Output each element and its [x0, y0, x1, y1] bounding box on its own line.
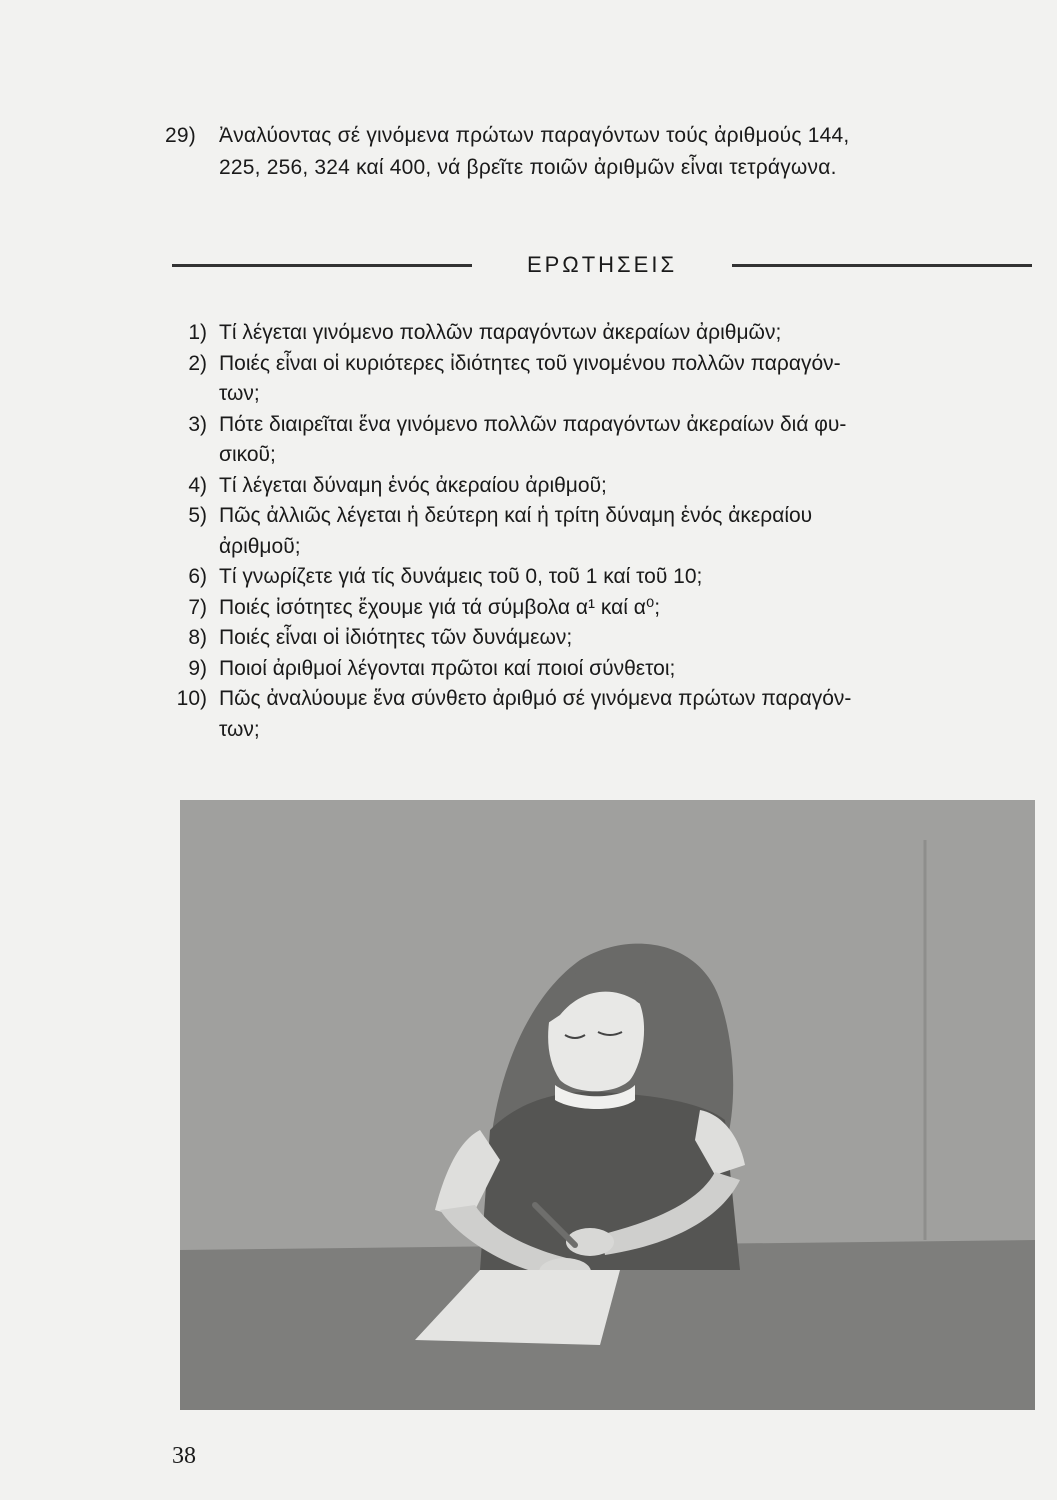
question-text: Πῶς ἀλλιῶς λέγεται ἡ δεύτερη καί ἡ τρίτη δύναμη ἑνός ἀκεραίου: [219, 504, 813, 527]
illustration-drawing: [180, 800, 1035, 1410]
question-number: 10): [176, 687, 207, 710]
illustration-girl-writing: [180, 800, 1035, 1410]
section-heading-row: [172, 250, 1032, 280]
heading-rule-left: [172, 264, 472, 267]
question-text: Τί γνωρίζετε γιά τίς δυνάμεις τοῦ 0, τοῦ 1 καί τοῦ 10;: [219, 565, 703, 588]
question-item: [165, 654, 1035, 685]
question-item: [165, 593, 1035, 624]
question-number: 1): [188, 321, 207, 344]
question-text-continuation: των;: [219, 717, 260, 741]
question-text: Πότε διαιρεῖται ἕνα γινόμενο πολλῶν παραγόντων ἀκεραίων διά φυ-: [219, 412, 847, 436]
question-number: 8): [188, 626, 207, 649]
question-text: Πῶς ἀναλύουμε ἕνα σύνθετο ἀριθμό σέ γινόμενα πρώτων παραγόν-: [219, 687, 852, 710]
page-number: 38: [172, 1443, 196, 1469]
exercise-29: [165, 120, 1035, 184]
question-number: 7): [188, 595, 207, 619]
exercise-line: 225, 256, 324 καί 400, νά βρεῖτε ποιῶν ἀριθμῶν εἶναι τετράγωνα.: [219, 156, 837, 179]
question-item: [165, 349, 1035, 410]
question-text-continuation: των;: [219, 382, 260, 405]
question-text: Ποιοί ἀριθμοί λέγονται πρῶτοι καί ποιοί σύνθετοι;: [219, 656, 676, 680]
question-number: 6): [188, 565, 207, 588]
question-text: Τί λέγεται δύναμη ἑνός ἀκεραίου ἀριθμοῦ;: [219, 473, 607, 497]
question-item: [165, 471, 1035, 502]
question-item: [165, 501, 1035, 562]
question-text: Ποιές ἰσότητες ἔχουμε γιά τά σύμβολα α¹ καί α⁰;: [219, 595, 661, 619]
question-text: Ποιές εἶναι οἱ κυριότερες ἰδιότητες τοῦ γινομένου πολλῶν παραγόν-: [219, 351, 841, 375]
heading-rule-right: [732, 264, 1032, 267]
question-number: 2): [188, 351, 207, 375]
question-text-continuation: σικοῦ;: [219, 443, 276, 466]
section-heading: ΕΡΩΤΗΣΕΙΣ: [526, 252, 678, 277]
question-text: Ποιές εἶναι οἱ ἰδιότητες τῶν δυνάμεων;: [219, 626, 573, 649]
question-item: [165, 623, 1035, 654]
question-item: [165, 562, 1035, 593]
question-number: 5): [188, 504, 207, 527]
exercise-line: Ἀναλύοντας σέ γινόμενα πρώτων παραγόντων τούς ἀριθμούς 144,: [219, 124, 850, 147]
question-item: [165, 684, 1035, 745]
question-item: [165, 410, 1035, 471]
question-number: 4): [188, 473, 207, 497]
question-item: [165, 318, 1035, 349]
question-text: Τί λέγεται γινόμενο πολλῶν παραγόντων ἀκεραίων ἀριθμῶν;: [219, 321, 782, 344]
question-text-continuation: ἀριθμοῦ;: [219, 534, 301, 558]
exercise-number: 29): [165, 124, 196, 147]
question-number: 9): [188, 656, 207, 680]
question-number: 3): [188, 412, 207, 436]
questions-list: [165, 318, 1035, 745]
exercise-text: [219, 120, 1035, 184]
